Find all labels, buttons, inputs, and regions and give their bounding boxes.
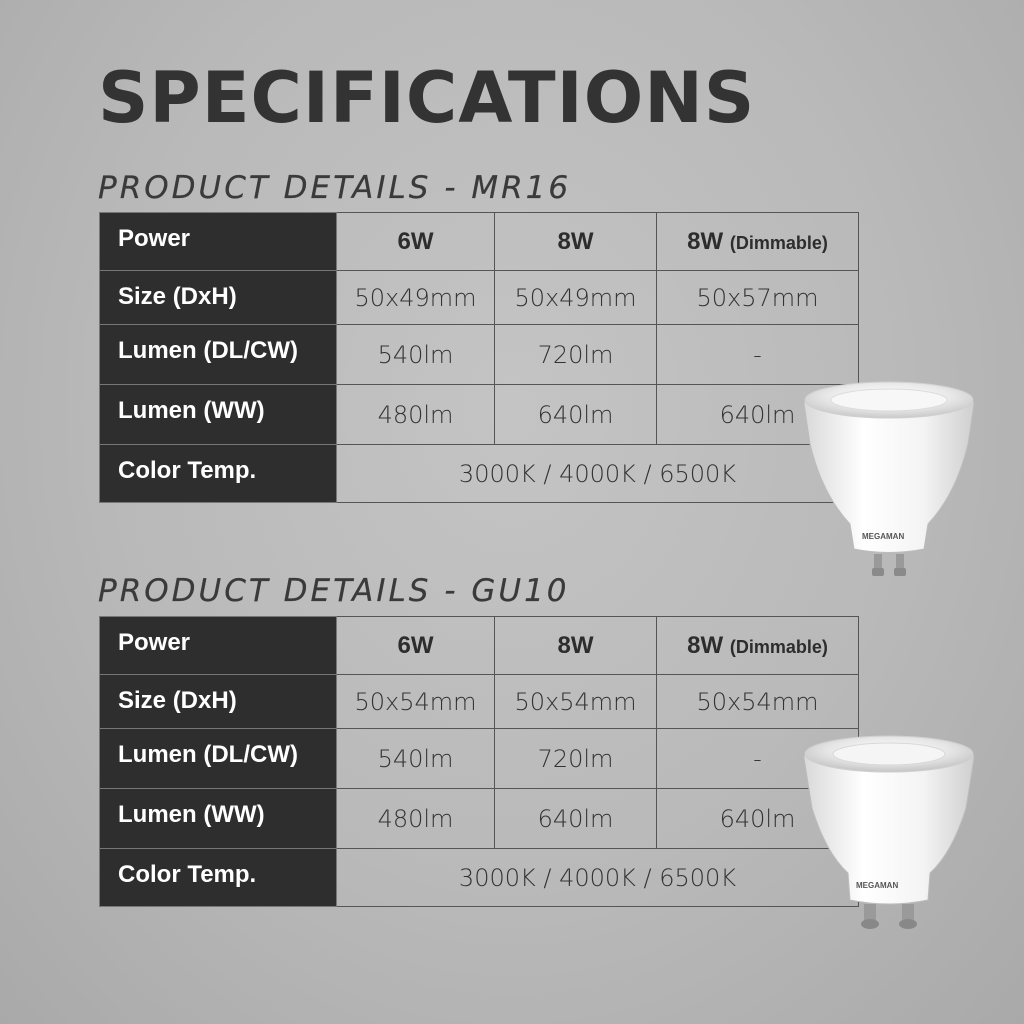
table-cell: 640lm	[495, 789, 657, 849]
row-label-lumen-ww: Lumen (WW)	[100, 385, 337, 445]
cell-power-8w-dimmable	[657, 617, 859, 675]
row-label-lumen-dl-cw: Lumen (DL/CW)	[100, 325, 337, 385]
bulb-brand-label: MEGAMAN	[862, 532, 905, 541]
row-label-power: Power	[100, 213, 337, 271]
spec-table-mr16	[99, 212, 859, 503]
table-row	[100, 445, 859, 503]
table-cell: 720lm	[495, 325, 657, 385]
dimmable-note: (Dimmable)	[729, 232, 828, 253]
row-label-lumen-ww: Lumen (WW)	[100, 789, 337, 849]
page-title: SPECIFICATIONS	[98, 57, 756, 139]
table-row	[100, 325, 859, 385]
cell-power-8w: 8W	[495, 617, 657, 675]
table-row	[100, 385, 859, 445]
table-cell: 50x49mm	[495, 271, 657, 325]
cell-power-8w: 8W	[495, 213, 657, 271]
table-row	[100, 729, 859, 789]
power-value: 8W	[687, 631, 724, 659]
gu10-bulb-image	[796, 728, 982, 938]
table-row	[100, 849, 859, 907]
spec-table-gu10	[99, 616, 859, 907]
table-cell: 50x54mm	[495, 675, 657, 729]
table-cell: 50x54mm	[337, 675, 495, 729]
section-heading-mr16: PRODUCT DETAILS - MR16	[98, 170, 572, 206]
table-cell: 50x57mm	[657, 271, 859, 325]
section-heading-gu10: PRODUCT DETAILS - GU10	[98, 573, 570, 609]
row-label-power: Power	[100, 617, 337, 675]
table-cell: 480lm	[337, 385, 495, 445]
table-cell: 720lm	[495, 729, 657, 789]
cell-power-6w: 6W	[337, 617, 495, 675]
color-temp-value: 3000K / 4000K / 6500K	[337, 445, 859, 503]
dimmable-note: (Dimmable)	[729, 636, 828, 657]
cell-power-6w: 6W	[337, 213, 495, 271]
power-value: 8W	[687, 227, 724, 255]
row-label-size: Size (DxH)	[100, 271, 337, 325]
table-row	[100, 617, 859, 675]
row-label-color-temp: Color Temp.	[100, 849, 337, 907]
table-row	[100, 675, 859, 729]
row-label-size: Size (DxH)	[100, 675, 337, 729]
mr16-bulb-image	[796, 374, 982, 584]
cell-power-8w-dimmable	[657, 213, 859, 271]
table-row	[100, 213, 859, 271]
table-cell: 640lm	[657, 385, 859, 445]
table-cell: -	[657, 325, 859, 385]
table-cell: 480lm	[337, 789, 495, 849]
table-row	[100, 271, 859, 325]
row-label-color-temp: Color Temp.	[100, 445, 337, 503]
table-row	[100, 789, 859, 849]
table-cell: 640lm	[495, 385, 657, 445]
row-label-lumen-dl-cw: Lumen (DL/CW)	[100, 729, 337, 789]
table-cell: 640lm	[657, 789, 859, 849]
table-cell: 50x49mm	[337, 271, 495, 325]
table-cell: 540lm	[337, 325, 495, 385]
bulb-brand-label: MEGAMAN	[856, 881, 899, 890]
table-cell: 50x54mm	[657, 675, 859, 729]
color-temp-value: 3000K / 4000K / 6500K	[337, 849, 859, 907]
table-cell: 540lm	[337, 729, 495, 789]
table-cell: -	[657, 729, 859, 789]
